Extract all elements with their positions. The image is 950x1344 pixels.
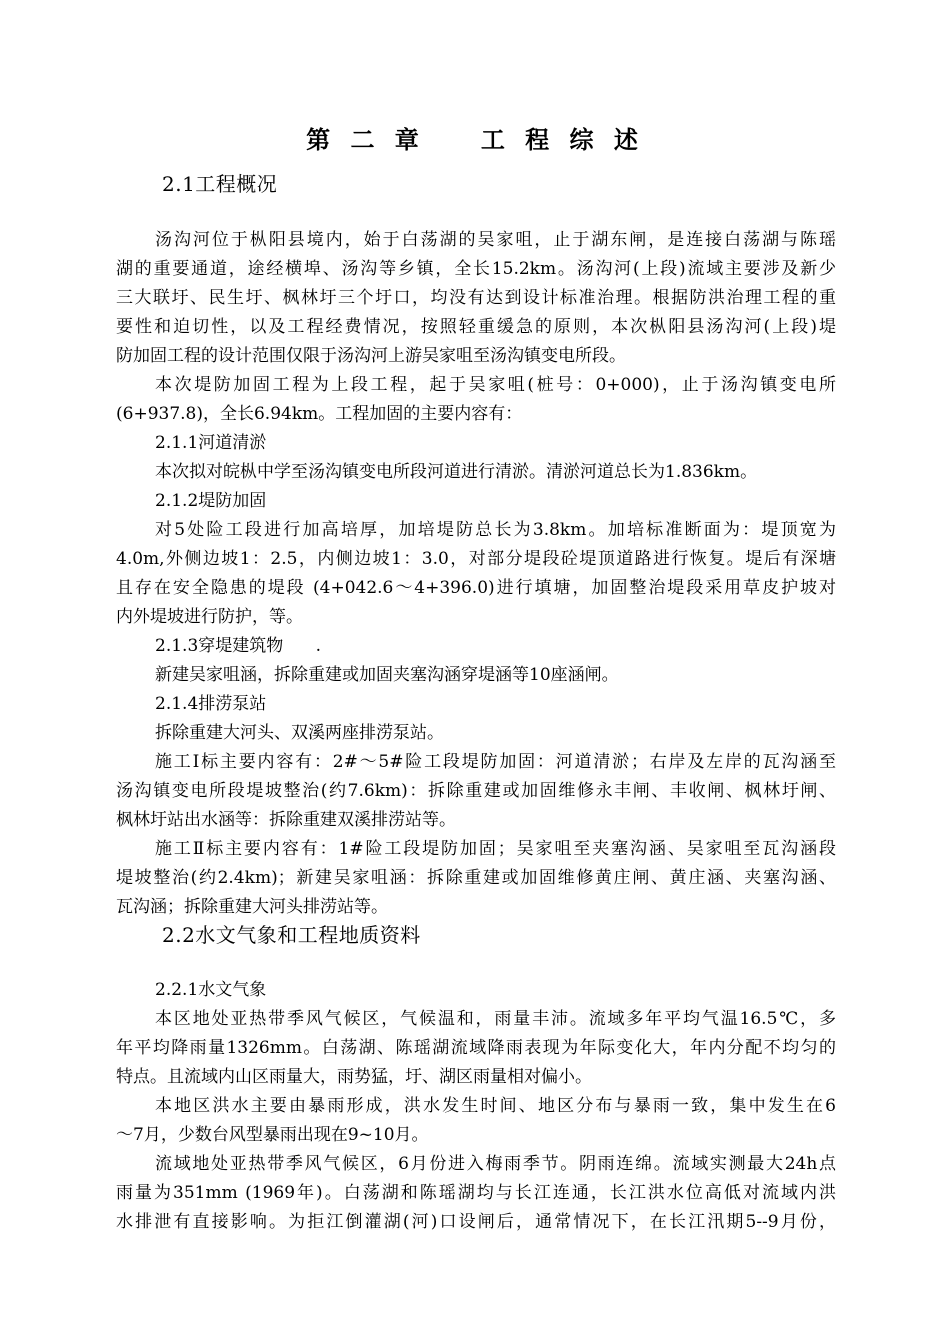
- paragraph-line: 内外堤坡进行防护，等。: [116, 607, 303, 627]
- subsection-heading: 2.1.3穿堤建筑物 .: [155, 636, 322, 656]
- paragraph-line: 拆除重建大河头、双溪两座排涝泵站。: [155, 723, 444, 743]
- paragraph-line: 对5处险工段进行加高培厚，加培堤防总长为3.8km。加培标准断面为：堤顶宽为: [155, 520, 836, 540]
- paragraph-line: 施工Ⅱ标主要内容有：1#险工段堤防加固；吴家咀至夹塞沟涵、吴家咀至瓦沟涵段: [155, 839, 836, 859]
- paragraph-line: 本区地处亚热带季风气候区，气候温和，雨量丰沛。流域多年平均气温16.5℃，多: [155, 1009, 836, 1029]
- paragraph-line: 水排泄有直接影响。为拒江倒灌湖(河)口设闸后，通常情况下，在长江汛期5--9月份，: [116, 1212, 836, 1232]
- paragraph-line: 本地区洪水主要由暴雨形成，洪水发生时间、地区分布与暴雨一致，集中发生在6: [155, 1096, 836, 1116]
- chapter-name: 工 程 综 述: [480, 125, 644, 154]
- paragraph-line: 施工Ⅰ标主要内容有：2#～5#险工段堤防加固：河道清淤；右岸及左岸的瓦沟涵至: [155, 752, 836, 772]
- paragraph-line: 雨量为351mm (1969年)。白荡湖和陈瑶湖均与长江连通，长江洪水位高低对流域内洪: [116, 1183, 836, 1203]
- paragraph-line: 汤沟河位于枞阳县境内，始于白荡湖的吴家咀，止于湖东闸，是连接白荡湖与陈瑶: [155, 230, 836, 250]
- paragraph-line: 瓦沟涵；拆除重建大河头排涝站等。: [116, 897, 388, 917]
- paragraph-line: 特点。且流域内山区雨量大，雨势猛，圩、湖区雨量相对偏小。: [116, 1067, 592, 1087]
- paragraph-line: 三大联圩、民生圩、枫林圩三个圩口，均没有达到设计标准治理。根据防洪治理工程的重: [116, 288, 836, 308]
- paragraph-line: 防加固工程的设计范围仅限于汤沟河上游吴家咀至汤沟镇变电所段。: [116, 346, 626, 366]
- paragraph-line: 堤坡整治(约2.4km)；新建吴家咀涵：拆除重建或加固维修黄庄闸、黄庄涵、夹塞沟涵、: [116, 868, 836, 888]
- paragraph-line: 且存在安全隐患的堤段 (4+042.6～4+396.0)进行填塘，加固整治堤段采用草皮护坡对: [116, 578, 836, 598]
- subsection-heading: 2.2.1水文气象: [155, 980, 267, 1000]
- subsection-heading: 2.1.2堤防加固: [155, 491, 267, 511]
- paragraph-line: 本次拟对皖枞中学至汤沟镇变电所段河道进行清淤。清淤河道总长为1.836km。: [155, 462, 758, 482]
- paragraph-line: 汤沟镇变电所段堤坡整治(约7.6km)：拆除重建或加固维修永丰闸、丰收闸、枫林圩闸、: [116, 781, 836, 801]
- subsection-heading: 2.1.1河道清淤: [155, 433, 267, 453]
- section-heading-2-2: 2.2水文气象和工程地质资料: [162, 923, 421, 947]
- paragraph-line: 枫林圩站出水涵等：拆除重建双溪排涝站等。: [116, 810, 456, 830]
- subsection-heading: 2.1.4排涝泵站: [155, 694, 267, 714]
- paragraph-line: 年平均降雨量1326mm。白荡湖、陈瑶湖流域降雨表现为年际变化大，年内分配不均匀的: [116, 1038, 836, 1058]
- paragraph-line: (6+937.8)，全长6.94km。工程加固的主要内容有：: [116, 404, 523, 424]
- chapter-title: [0, 120, 950, 155]
- paragraph-line: 本次堤防加固工程为上段工程，起于吴家咀(桩号：0+000)，止于汤沟镇变电所: [155, 375, 836, 395]
- paragraph-line: 湖的重要通道，途经横埠、汤沟等乡镇，全长15.2km。汤沟河(上段)流域主要涉及新少: [116, 259, 836, 279]
- paragraph-line: 流域地处亚热带季风气候区，6月份进入梅雨季节。阴雨连绵。流域实测最大24h点: [155, 1154, 836, 1174]
- chapter-number: 第 二 章: [306, 125, 425, 154]
- paragraph-line: ～7月，少数台风型暴雨出现在9~10月。: [116, 1125, 429, 1145]
- section-heading-2-1: 2.1工程概况: [162, 172, 278, 196]
- paragraph-line: 4.0m,外侧边坡1：2.5，内侧边坡1：3.0，对部分堤段砼堤顶道路进行恢复。堤后有深塘: [116, 549, 836, 569]
- paragraph-line: 要性和迫切性，以及工程经费情况，按照轻重缓急的原则，本次枞阳县汤沟河(上段)堤: [116, 317, 836, 337]
- paragraph-line: 新建吴家咀涵，拆除重建或加固夹塞沟涵穿堤涵等10座涵闸。: [155, 665, 619, 685]
